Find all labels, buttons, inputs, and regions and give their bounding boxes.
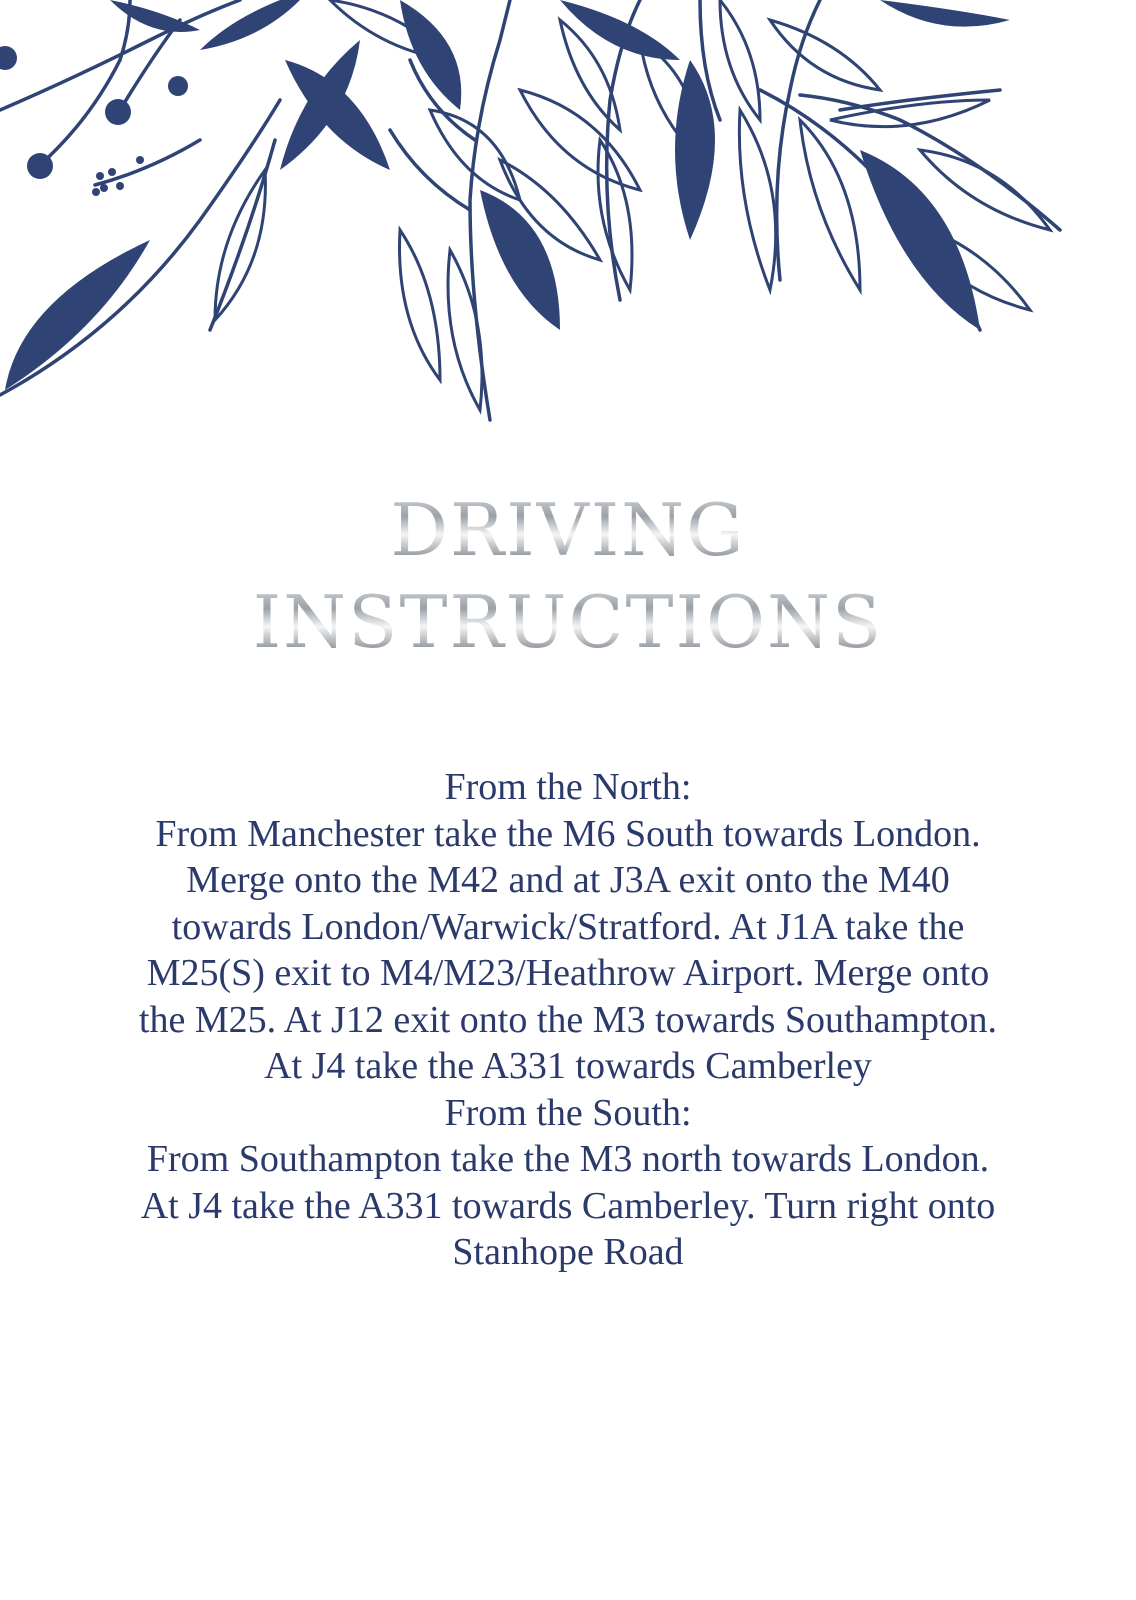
title-line-2: INSTRUCTIONS: [0, 576, 1136, 668]
page-title: [0, 484, 1136, 668]
section-text-south: From Southampton take the M3 north towards London. At J4 take the A331 towards Camberley. Turn right onto Stanhope Road: [140, 1138, 996, 1273]
directions-body: [130, 764, 1006, 1276]
section-text-north: From Manchester take the M6 South towards London. Merge onto the M42 and at J3A exit onto the M40 towards London/Warwick/Stratford. At J1A take the M25(S) exit to M4/M23/Heathrow Airport. Merge onto the M25. At J12 exit onto the M3 towards Southampton. At J4 take the A331 towards Camberley: [138, 812, 998, 1087]
section-heading-north: From the North:: [444, 766, 692, 808]
title-line-1: DRIVING: [0, 484, 1136, 576]
leaf-branches-illustration: [0, 0, 1136, 440]
section-heading-south: From the South:: [444, 1091, 692, 1134]
